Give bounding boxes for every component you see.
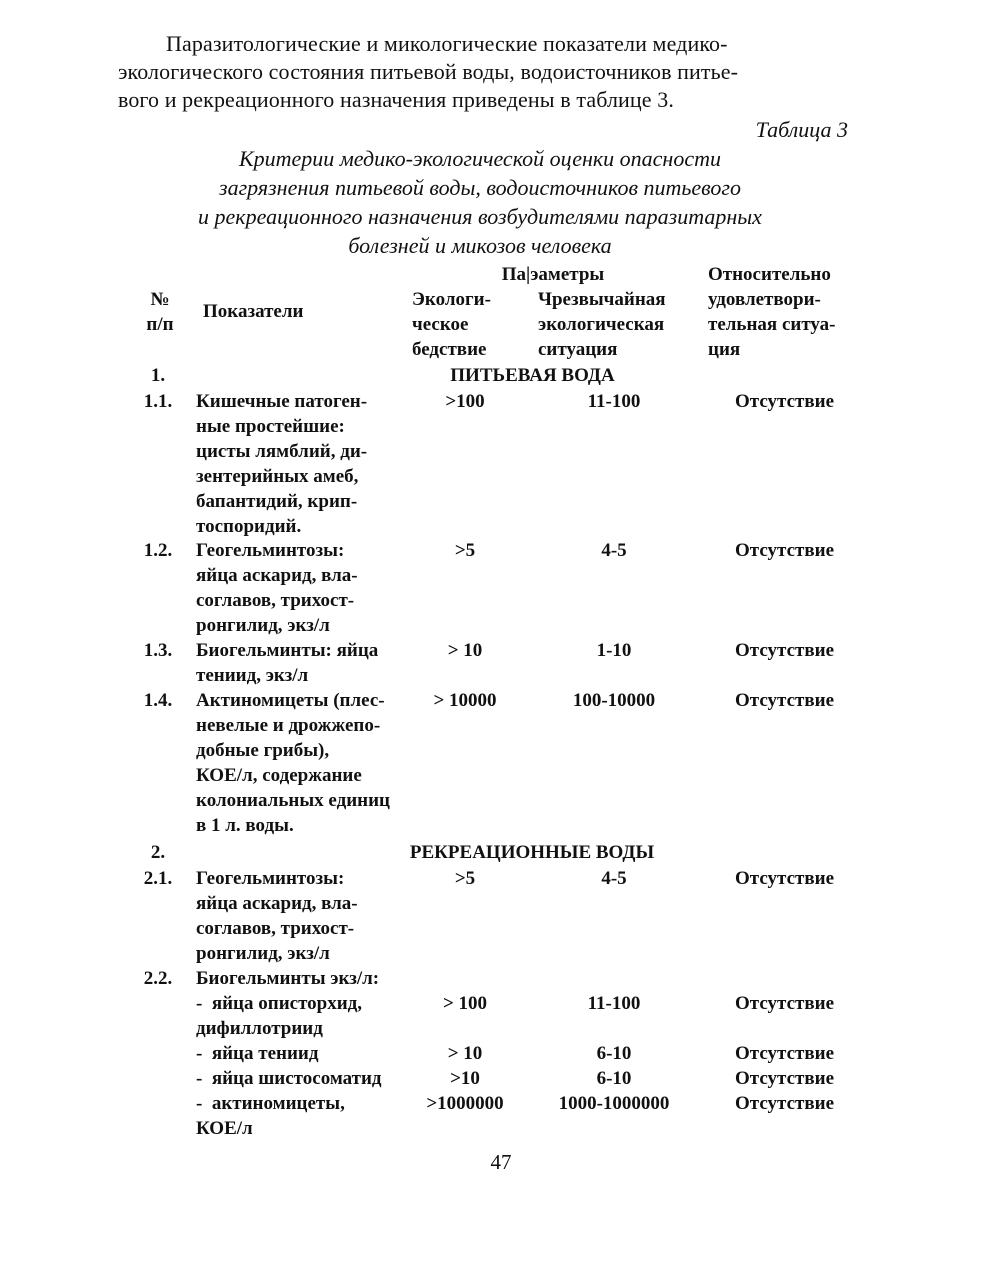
indicator-line: тоспоридий.: [196, 516, 302, 537]
indicator-line: КОЕ/л: [196, 1118, 253, 1139]
row-num: 2.1.: [143, 868, 173, 889]
header-eco-line: бедствие: [412, 339, 487, 360]
row-num: 1.3.: [143, 640, 173, 661]
indicator-line: соглавов, трихост-: [196, 590, 355, 611]
indicator-line: ронгилид, экз/л: [196, 615, 330, 636]
header-relative-line: ция: [708, 339, 741, 360]
subrow-emergency-value: 1000-1000000: [558, 1093, 670, 1114]
header-emergency: [538, 287, 666, 362]
row-eco-value: > 10: [447, 640, 483, 661]
subrow-emergency-value: 6-10: [596, 1043, 632, 1064]
header-relative-line: Относительно: [708, 264, 831, 285]
row-indicator: [196, 688, 390, 838]
indicator-line: добные грибы),: [196, 740, 330, 761]
indicator-line: Геогельминтозы:: [196, 868, 345, 889]
subrow-indicator: [196, 991, 362, 1041]
caption-line: Критерии медико-экологической оценки опасности: [238, 146, 721, 171]
subrow-emergency-value: 11-100: [587, 993, 641, 1014]
row-relative-value: Отсутствие: [735, 690, 834, 711]
row-num: 2.2.: [143, 968, 173, 989]
header-eco-line: Экологи-: [412, 289, 491, 310]
header-eco-disaster: [412, 287, 491, 362]
row-indicator: [196, 538, 358, 638]
header-relative-line: удовлетвори-: [708, 289, 821, 310]
row-indicator: [196, 638, 378, 688]
indicator-line: цисты лямблий, ди-: [196, 441, 368, 462]
subrow-emergency-value: 6-10: [596, 1068, 632, 1089]
row-num: 1.1.: [143, 391, 173, 412]
indicator-line: Кишечные патоген-: [196, 391, 368, 412]
page-number: 47: [490, 1150, 512, 1174]
row-eco-value: >5: [454, 868, 476, 889]
indicator-line: Биогельминты: яйца: [196, 640, 379, 661]
row-eco-value: > 10000: [433, 690, 497, 711]
indicator-line: - яйца описторхид,: [196, 993, 363, 1014]
header-relative: [708, 262, 836, 362]
intro-line-3: вого и рекреационного назначения приведены в таблице 3.: [118, 87, 674, 112]
indicator-line: бапантидий, крип-: [196, 491, 358, 512]
header-indicator: Показатели: [203, 301, 304, 322]
header-params: Па|эаметры: [501, 264, 605, 285]
subrow-eco-value: >10: [450, 1068, 480, 1089]
header-num: [120, 287, 200, 337]
subrow-indicator: [196, 1041, 318, 1066]
header-num-line: п/п: [146, 314, 174, 335]
indicator-line: яйца аскарид, вла-: [196, 893, 358, 914]
subrow-relative-value: Отсутствие: [735, 1043, 834, 1064]
row-indicator: [196, 866, 358, 966]
section-title: ПИТЬЕВАЯ ВОДА: [450, 365, 615, 386]
indicator-line: Актиномицеты (плес-: [196, 690, 385, 711]
row-eco-value: >5: [454, 540, 476, 561]
subrow-eco-value: > 100: [442, 993, 488, 1014]
indicator-line: зентерийных амеб,: [196, 466, 359, 487]
indicator-line: дифиллотриид: [196, 1018, 323, 1039]
subrow-indicator: [196, 1091, 345, 1141]
header-emergency-line: ситуация: [538, 339, 618, 360]
indicator-line: ронгилид, экз/л: [196, 943, 330, 964]
row-emergency-value: 100-10000: [572, 690, 656, 711]
row-num: 1.2.: [143, 540, 173, 561]
indicator-line: Биогельминты экз/л:: [196, 968, 380, 989]
row-indicator: [196, 389, 367, 539]
indicator-line: Геогельминтозы:: [196, 540, 345, 561]
table-label: Таблица 3: [755, 117, 848, 142]
indicator-line: соглавов, трихост-: [196, 918, 355, 939]
intro-line-2: экологического состояния питьевой воды, водоисточников питье-: [118, 59, 739, 84]
indicator-line: в 1 л. воды.: [196, 815, 294, 836]
subrow-relative-value: Отсутствие: [735, 1093, 834, 1114]
caption-line: загрязнения питьевой воды, водоисточников питьевого: [218, 175, 742, 200]
row-relative-value: Отсутствие: [735, 640, 834, 661]
subrow-eco-value: > 10: [447, 1043, 483, 1064]
intro-line-1: Паразитологические и микологические показатели медико-: [166, 31, 728, 56]
row-emergency-value: 11-100: [587, 391, 641, 412]
row-emergency-value: 4-5: [601, 868, 627, 889]
row-num: 1.4.: [143, 690, 173, 711]
indicator-line: - яйца шистосоматид: [196, 1068, 382, 1089]
row-eco-value: >100: [445, 391, 485, 412]
indicator-line: яйца аскарид, вла-: [196, 565, 358, 586]
subrow-eco-value: >1000000: [426, 1093, 504, 1114]
header-relative-line: тельная ситуа-: [708, 314, 836, 335]
section-num: 1.: [150, 365, 166, 386]
subrow-indicator: [196, 1066, 382, 1091]
row-relative-value: Отсутствие: [735, 868, 834, 889]
section-title: РЕКРЕАЦИОННЫЕ ВОДЫ: [409, 842, 655, 863]
indicator-line: тениид, экз/л: [196, 665, 309, 686]
header-eco-line: ческое: [412, 314, 469, 335]
indicator-line: ные простейшие:: [196, 416, 345, 437]
header-emergency-line: экологическая: [538, 314, 665, 335]
row-emergency-value: 1-10: [596, 640, 632, 661]
indicator-line: невелые и дрожжепо-: [196, 715, 381, 736]
caption-line: и рекреационного назначения возбудителями паразитарных: [198, 204, 762, 229]
indicator-line: КОЕ/л, содержание: [196, 765, 362, 786]
section-num: 2.: [150, 842, 166, 863]
indicator-line: - яйца тениид: [196, 1043, 319, 1064]
indicator-line: - актиномицеты,: [196, 1093, 345, 1114]
row-relative-value: Отсутствие: [735, 391, 834, 412]
row-relative-value: Отсутствие: [735, 540, 834, 561]
indicator-line: колониальных единиц: [196, 790, 390, 811]
row-indicator: [196, 966, 379, 991]
caption-line: болезней и микозов человека: [348, 233, 612, 258]
row-emergency-value: 4-5: [601, 540, 627, 561]
header-emergency-line: Чрезвычайная: [538, 289, 666, 310]
subrow-relative-value: Отсутствие: [735, 1068, 834, 1089]
header-num-line: №: [150, 289, 170, 310]
subrow-relative-value: Отсутствие: [735, 993, 834, 1014]
